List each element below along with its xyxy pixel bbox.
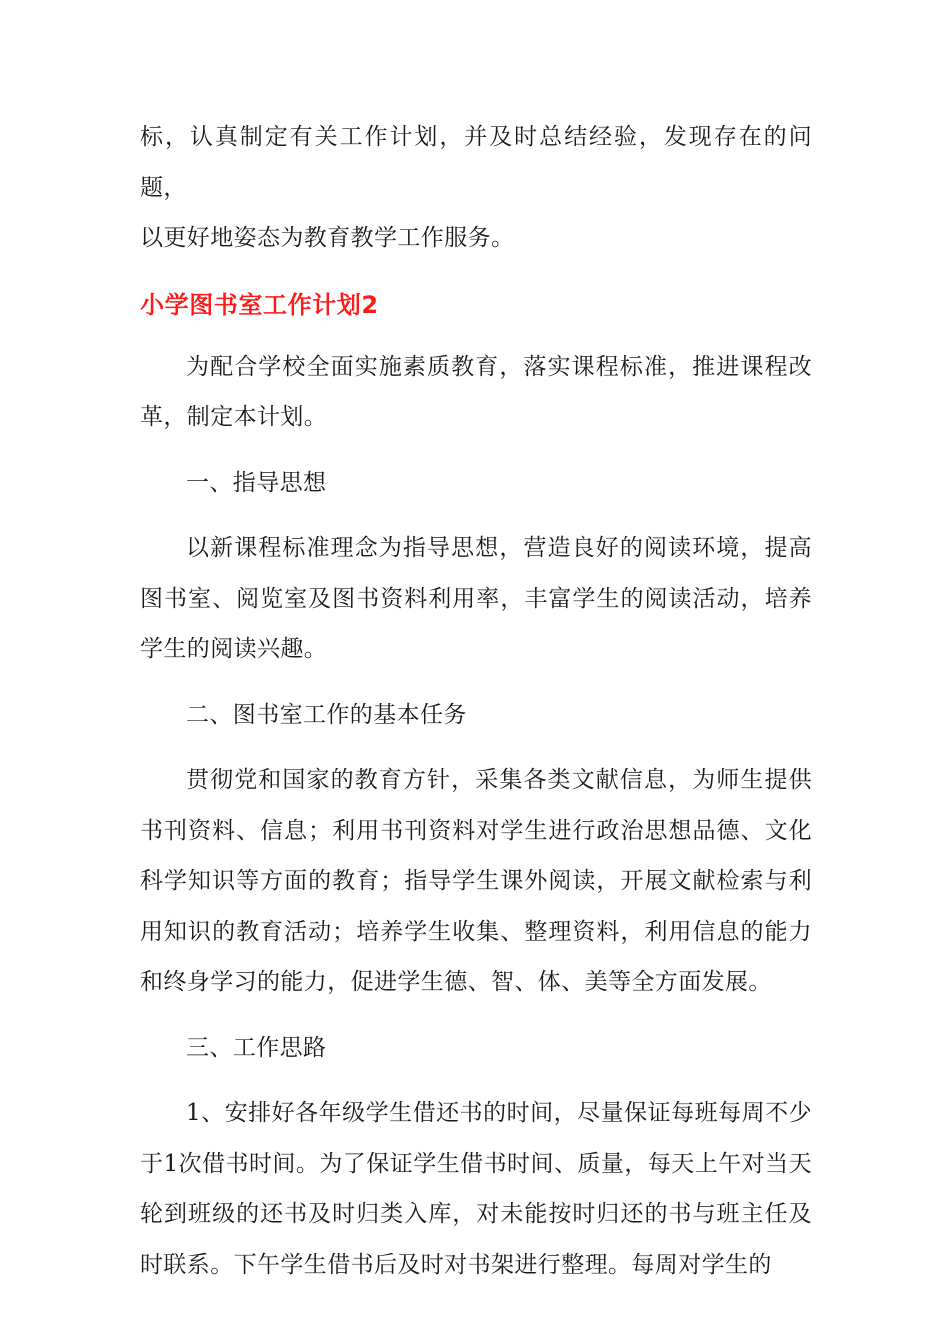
section-item-1: 1、安排好各年级学生借还书的时间，尽量保证每班每周不少于1次借书时间。为了保证学生借书时间、质量，每天上午对当天轮到班级的还书及时归类入库，对未能按时归还的书与班主任及时联系。下午学生借书后及时对书架进行整理。每周对学生的: [140, 1100, 812, 1278]
section-body-basic-tasks: 贯彻党和国家的教育方针，采集各类文献信息，为师生提供书刊资料、信息；利用书刊资料对学生进行政治思想品德、文化科学知识等方面的教育；指导学生课外阅读，开展文献检索与利用知识的教育活动；培养学生收集、整理资料，利用信息的能力和终身学习的能力，促进学生德、智、体、美等全方面发展。: [140, 767, 812, 995]
section-heading-basic-tasks: 二、图书室工作的基本任务: [186, 701, 467, 728]
document-title: 小学图书室工作计划2: [140, 290, 379, 319]
purpose-paragraph: 为配合学校全面实施素质教育，落实课程标准，推进课程改革，制定本计划。: [140, 353, 812, 430]
document-body: [140, 112, 812, 1290]
section-heading-guiding-ideology: 一、指导思想: [186, 469, 327, 496]
section-heading-work-approach: 三、工作思路: [186, 1034, 327, 1061]
intro-line-2: 以更好地姿态为教育教学工作服务。: [140, 225, 515, 251]
intro-line-1: 标，认真制定有关工作计划，并及时总结经验，发现存在的问题，: [140, 124, 812, 201]
section-body-guiding-ideology: 以新课程标准理念为指导思想，营造良好的阅读环境，提高图书室、阅览室及图书资料利用率，丰富学生的阅读活动，培养学生的阅读兴趣。: [140, 535, 812, 662]
